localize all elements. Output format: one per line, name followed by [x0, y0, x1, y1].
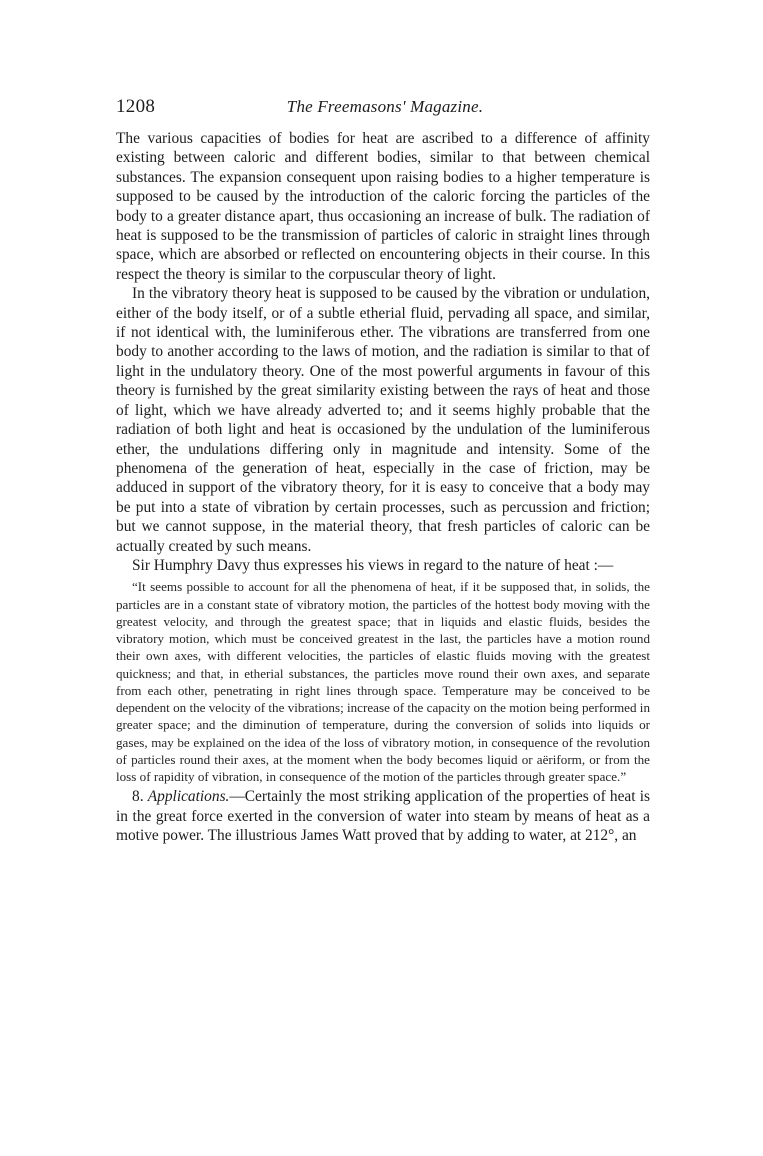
page-number: 1208 — [116, 96, 156, 117]
paragraph-vibratory-theory: In the vibratory theory heat is supposed to be caused by the vibration or undulation, either of the body itself, or of a subtle etherial fluid, pervading all space, and similar, if not identical with, the luminiferous ether. The vibrations are transferred from one body to another according to the laws of motion, and the radiation is similar to that of light in the undulatory theory. One of the most powerful arguments in favour of this theory is furnished by the great similarity existing between the rays of heat and those of light, which we have already adverted to; and it seems highly probable that the radiation of both light and heat is occasioned by the undulation of the luminiferous ether, the undulations differing only in magnitude and intensity. Some of the phenomena of the generation of heat, especially in the case of friction, may be adduced in support of the vibratory theory, for it is easy to conceive that a body may be put into a state of vibration by certain processes, such as percussion and friction; but we cannot suppose, in the material theory, that fresh particles of caloric can be actually created by such means. — [116, 285, 650, 555]
paragraph-caloric-theory: The various capacities of bodies for heat are ascribed to a difference of affinity existing between caloric and different bodies, similar to that between chemical substances. The expansion consequent upon raising bodies to a higher temperature is supposed to be caused by the introduction of the caloric forcing the particles of the body to a greater distance apart, thus occasioning an increase of bulk. The radiation of heat is supposed to be the transmission of particles of caloric in straight lines through space, which are absorbed or reflected on encountering objects in their course. In this respect the theory is similar to the corpuscular theory of light. — [116, 130, 650, 283]
section-number: 8. — [132, 788, 144, 806]
page-header — [116, 96, 654, 122]
body-text — [116, 129, 650, 846]
paragraph-davy-intro: Sir Humphry Davy thus expresses his views in regard to the nature of heat :— — [132, 556, 614, 574]
section-label: Applications. — [147, 788, 230, 806]
running-title: The Freemasons' Magazine. — [286, 97, 484, 116]
paragraph-applications — [116, 787, 650, 845]
davy-quotation: “It seems possible to account for all the phenomena of heat, if it be supposed that, in solids, the particles are in a constant state of vibratory motion, the particles of the hottest body moving with the greatest velocity, and through the greatest space; that in liquids and elastic fluids, besides the vibratory motion, which must be conceived greatest in the last, the particles have a motion round their own axes, with different velocities, the particles of elastic fluids moving with the greatest quickness; and that, in etherial substances, the particles move round their own axes, and separate from each other, penetrating in right lines through space. Temperature may be conceived to be dependent on the velocity of the vibrations; increase of the capacity on the motion being performed in greater space; and the diminution of temperature, during the conversion of solids into liquids or gases, may be explained on the idea of the loss of vibratory motion, in consequence of the revolution of particles round their axes, at the moment when the body becomes liquid or aëriform, or from the loss of rapidity of vibration, in consequence of the motion of the particles through greater space.” — [116, 579, 650, 785]
applications-text: —Certainly the most striking application of the properties of heat is in the great force exerted in the conversion of water into steam by means of heat as a motive power. The illustrious James Watt proved that by adding to water, at 212°, an — [116, 788, 650, 845]
